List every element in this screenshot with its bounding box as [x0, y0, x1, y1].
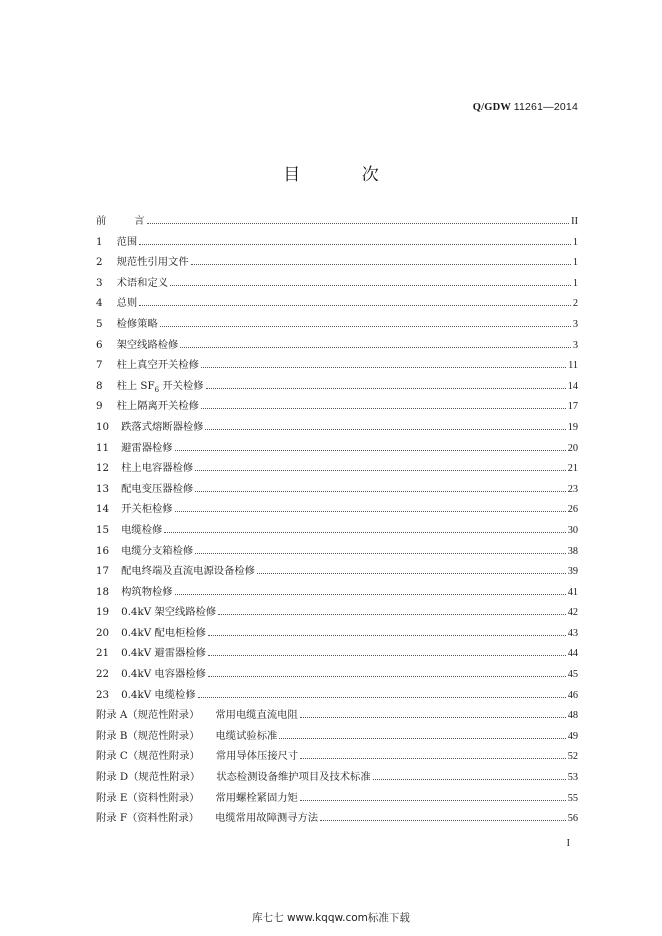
toc-entry-number: 附录 D（规范性附录）: [96, 771, 201, 784]
toc-entry-page: 45: [567, 669, 578, 681]
toc-dot-leader: [160, 325, 571, 327]
toc-dot-leader: [175, 510, 566, 512]
toc-entry-page: 11: [568, 360, 578, 372]
toc-entry-page: 55: [567, 792, 578, 804]
toc-dot-leader: [170, 284, 571, 286]
toc-entry-label: 避雷器检修: [121, 441, 173, 454]
toc-entry[interactable]: [96, 253, 578, 274]
toc-entry-label: 跌落式熔断器检修: [121, 420, 204, 433]
toc-entry-number: 7: [96, 359, 103, 372]
footer-watermark: 库七七 www.kqqw.com标准下载: [252, 912, 410, 924]
toc-dot-leader: [195, 552, 566, 554]
toc-entry-number: 5: [96, 317, 103, 330]
toc-entry[interactable]: [96, 212, 578, 233]
toc-entry-label: 构筑物检修: [121, 585, 173, 598]
toc-entry[interactable]: [96, 439, 578, 460]
toc-dot-leader: [164, 531, 565, 533]
toc-dot-leader: [320, 819, 566, 821]
toc-entry-page: 17: [567, 401, 578, 413]
toc-entry-number: 6: [96, 338, 103, 351]
toc-entry-page: 3: [572, 318, 578, 330]
toc-entry[interactable]: [96, 377, 578, 398]
toc-entry-number: 1: [96, 235, 103, 248]
toc-dot-leader: [201, 366, 566, 368]
toc-entry[interactable]: [96, 809, 578, 830]
document-code-prefix: Q/GDW: [472, 102, 511, 113]
toc-dot-leader: [373, 778, 566, 780]
toc-entry-label: 0.4kV 架空线路检修: [121, 606, 217, 619]
toc-dot-leader: [218, 613, 565, 615]
toc-entry-page: 1: [572, 277, 578, 289]
toc-entry-page: 41: [567, 586, 578, 598]
toc-entry[interactable]: [96, 686, 578, 707]
toc-dot-leader: [180, 346, 571, 348]
toc-entry-page: 42: [567, 607, 578, 619]
toc-entry-label: 术语和定义: [116, 276, 169, 289]
toc-entry-page: 14: [567, 380, 578, 392]
toc-dot-leader: [201, 407, 566, 409]
toc-dot-leader: [147, 222, 570, 224]
toc-entry-page: II: [571, 216, 578, 227]
toc-entry-page: 21: [567, 463, 578, 475]
toc-entry-page: 26: [567, 504, 578, 516]
toc-entry[interactable]: [96, 706, 578, 727]
toc-entry-page: 30: [567, 524, 578, 536]
toc-entry-label: 常用螺栓紧固力矩: [215, 791, 298, 804]
toc-entry-page: 48: [567, 710, 578, 722]
toc-entry-number: 附录 A（规范性附录）: [96, 709, 200, 722]
toc-entry-label: 总则: [116, 297, 138, 310]
toc-entry-number: 前: [96, 215, 107, 227]
toc-entry-page: 1: [572, 257, 578, 269]
toc-entry-page: 43: [567, 627, 578, 639]
toc-entry-page: 49: [567, 730, 578, 742]
toc-entry-number: 附录 F（资料性附录）: [96, 812, 200, 825]
toc-entry[interactable]: [96, 542, 578, 563]
toc-entry-label: 柱上隔离开关检修: [116, 400, 199, 413]
toc-dot-leader: [208, 654, 566, 656]
toc-entry-number: 9: [96, 400, 103, 413]
toc-entry-number: 19: [96, 606, 110, 619]
toc-entry[interactable]: [96, 418, 578, 439]
toc-entry[interactable]: [96, 768, 578, 789]
toc-entry-number: 3: [96, 276, 103, 289]
toc-dot-leader: [175, 449, 566, 451]
toc-dot-leader: [205, 428, 565, 430]
toc-entry-number: 8: [96, 379, 103, 392]
toc-entry[interactable]: [96, 397, 578, 418]
toc-title: 目 次: [283, 165, 407, 185]
toc-entry[interactable]: [96, 274, 578, 295]
document-code-number: 11261—2014: [513, 101, 578, 113]
toc-entry-label: 开关柜检修: [121, 503, 173, 516]
toc-dot-leader: [300, 757, 566, 759]
toc-entry-page: 3: [572, 339, 578, 351]
toc-entry-number: 10: [96, 420, 110, 433]
toc-entry-number: 14: [96, 503, 110, 516]
toc-entry[interactable]: [96, 624, 578, 645]
toc-entry-number: 22: [96, 668, 110, 681]
toc-dot-leader: [300, 799, 566, 801]
toc-entry[interactable]: [96, 315, 578, 336]
toc-entry-number: 12: [96, 462, 110, 475]
toc-dot-leader: [208, 675, 566, 677]
toc-dot-leader: [208, 634, 566, 636]
toc-entry[interactable]: [96, 789, 578, 810]
toc-dot-leader: [175, 593, 566, 595]
toc-entry[interactable]: [96, 521, 578, 542]
table-of-contents: [96, 212, 578, 830]
toc-entry-number: 13: [96, 482, 110, 495]
toc-entry-label: 配电终端及直流电源设备检修: [121, 565, 255, 578]
toc-entry-number: 17: [96, 565, 110, 578]
subscript-6: 6: [154, 385, 160, 394]
toc-entry-label: 言: [134, 215, 145, 227]
toc-dot-leader: [257, 572, 566, 574]
toc-entry[interactable]: [96, 562, 578, 583]
toc-entry[interactable]: [96, 480, 578, 501]
toc-entry-number: 21: [96, 647, 110, 660]
toc-entry-page: 1: [572, 236, 578, 248]
toc-entry-page: 23: [567, 483, 578, 495]
toc-entry-label: 柱上 $SF_6$ 开关检修: [116, 379, 204, 394]
toc-entry-label: 0.4kV 避雷器检修: [121, 647, 206, 660]
document-code: [473, 101, 578, 113]
toc-dot-leader: [300, 716, 566, 718]
toc-entry-label: 柱上真空开关检修: [116, 359, 199, 372]
toc-dot-leader: [139, 304, 571, 306]
toc-entry-label: 配电变压器检修: [121, 482, 194, 495]
toc-entry[interactable]: [96, 583, 578, 604]
toc-entry-page: 56: [567, 813, 578, 825]
toc-entry[interactable]: [96, 727, 578, 748]
toc-entry-page: 44: [567, 648, 578, 660]
toc-entry-label: 规范性引用文件: [116, 256, 189, 269]
toc-entry-page: 20: [567, 442, 578, 454]
toc-entry[interactable]: [96, 644, 578, 665]
toc-entry-number: 23: [96, 688, 110, 701]
page-number: I: [566, 838, 570, 849]
toc-entry-page: 52: [567, 751, 578, 763]
toc-entry-number: 附录 B（规范性附录）: [96, 729, 200, 742]
toc-entry[interactable]: [96, 233, 578, 254]
toc-entry-label: 常用电缆直流电阻: [215, 709, 298, 722]
toc-entry[interactable]: [96, 336, 578, 357]
toc-entry-page: 53: [567, 772, 578, 784]
toc-entry-number: 附录 C（规范性附录）: [96, 750, 200, 763]
toc-entry-number: 4: [96, 297, 103, 310]
toc-entry-label: 检修策略: [116, 317, 158, 330]
toc-entry[interactable]: [96, 603, 578, 624]
toc-entry-label: 常用导体压接尺寸: [215, 750, 299, 763]
toc-entry-label: 状态检测设备维护项目及技术标准: [216, 771, 371, 784]
toc-entry-number: 20: [96, 626, 110, 639]
toc-entry-number: 18: [96, 585, 110, 598]
toc-entry-label: 0.4kV 配电柜检修: [121, 626, 206, 639]
toc-dot-leader: [195, 490, 566, 492]
toc-entry[interactable]: [96, 747, 578, 768]
toc-entry-label: 架空线路检修: [116, 338, 179, 351]
toc-dot-leader: [139, 243, 571, 245]
toc-dot-leader: [198, 696, 566, 698]
toc-entry[interactable]: [96, 294, 578, 315]
toc-entry[interactable]: [96, 500, 578, 521]
toc-entry[interactable]: [96, 459, 578, 480]
toc-entry-label: 电缆试验标准: [215, 729, 278, 742]
toc-entry-label: 柱上电容器检修: [121, 462, 194, 475]
toc-entry-page: 2: [572, 298, 578, 310]
toc-entry-number: 16: [96, 544, 110, 557]
toc-entry-page: 38: [567, 545, 578, 557]
toc-entry-number: 附录 E（资料性附录）: [96, 791, 200, 804]
toc-entry[interactable]: [96, 356, 578, 377]
toc-entry-number: 11: [96, 441, 110, 454]
toc-entry-number: 2: [96, 256, 103, 269]
toc-dot-leader: [191, 263, 571, 265]
toc-entry-label: 电缆检修: [121, 523, 163, 536]
toc-entry-label: 范围: [116, 235, 138, 248]
toc-dot-leader: [206, 387, 566, 389]
toc-entry-label: 电缆常用故障测寻方法: [215, 812, 319, 825]
toc-entry-label: 0.4kV 电缆检修: [121, 688, 196, 701]
toc-entry-label: 电缆分支箱检修: [121, 544, 194, 557]
toc-entry-page: 19: [567, 421, 578, 433]
toc-entry[interactable]: [96, 665, 578, 686]
toc-dot-leader: [279, 737, 565, 739]
toc-entry-number: 15: [96, 523, 110, 536]
toc-entry-page: 39: [567, 566, 578, 578]
toc-entry-label: 0.4kV 电容器检修: [121, 668, 206, 681]
toc-entry-page: 46: [567, 689, 578, 701]
toc-dot-leader: [195, 469, 566, 471]
